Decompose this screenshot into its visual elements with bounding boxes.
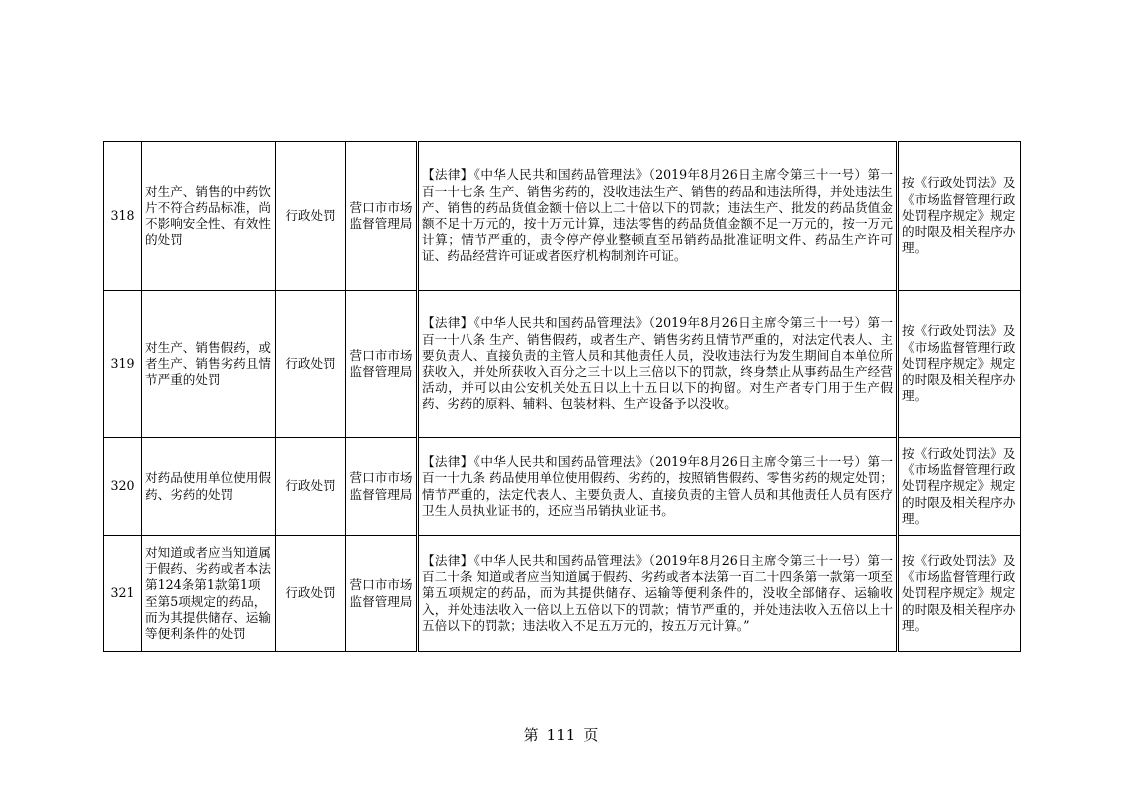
table-row [104,536,1021,652]
item-name: 对知道或者应当知道属于假药、劣药或者本法第124条第1款第1项至第5项规定的药品，而为其提供储存、运输等便利条件的处罚 [142,536,276,652]
implementing-dept: 营口市市场监督管理局 [346,438,418,536]
item-name: 对生产、销售的中药饮片不符合药品标准，尚不影响安全性、有效性的处罚 [142,142,276,291]
page-suffix: 页 [583,726,599,744]
page-prefix: 第 [523,726,539,744]
implementing-dept: 营口市市场监督管理局 [346,291,418,438]
procedure: 按《行政处罚法》及《市场监督管理行政处罚程序规定》规定的时限及相关程序办理。 [898,291,1021,438]
legal-basis: 【法律】《中华人民共和国药品管理法》（2019年8月26日主席令第三十一号）第一百一十九条 药品使用单位使用假药、劣药的，按照销售假药、零售劣药的规定处罚；情节严重的，法定代表人、主要负责人、直接负责的主管人员和其他责任人员有医疗卫生人员执业证书的，还应当吊销执业证书。 [418,438,898,536]
table-row [104,142,1021,291]
row-number: 320 [104,438,142,536]
item-type: 行政处罚 [276,291,346,438]
item-name: 对生产、销售假药，或者生产、销售劣药且情节严重的处罚 [142,291,276,438]
row-number: 321 [104,536,142,652]
table-row [104,438,1021,536]
penalty-table [103,141,1021,652]
legal-basis: 【法律】《中华人民共和国药品管理法》（2019年8月26日主席令第三十一号）第一百一十八条 生产、销售假药，或者生产、销售劣药且情节严重的，对法定代表人、主要负责人、直接负责的主管人员和其他责任人员，没收违法行为发生期间自本单位所获收入，并处所获收入百分之三十以上三倍以下的罚款，终身禁止从事药品生产经营活动，并可以由公安机关处五日以上十五日以下的拘留。对生产者专门用于生产假药、劣药的原料、辅料、包装材料、生产设备予以没收。 [418,291,898,438]
procedure: 按《行政处罚法》及《市场监督管理行政处罚程序规定》规定的时限及相关程序办理。 [898,536,1021,652]
item-type: 行政处罚 [276,536,346,652]
procedure: 按《行政处罚法》及《市场监督管理行政处罚程序规定》规定的时限及相关程序办理。 [898,142,1021,291]
item-name: 对药品使用单位使用假药、劣药的处罚 [142,438,276,536]
implementing-dept: 营口市市场监督管理局 [346,536,418,652]
item-type: 行政处罚 [276,142,346,291]
legal-basis: 【法律】《中华人民共和国药品管理法》（2019年8月26日主席令第三十一号）第一百一十七条 生产、销售劣药的，没收违法生产、销售的药品和违法所得，并处违法生产、销售的药品货值金额十倍以上二十倍以下的罚款；违法生产、批发的药品货值金额不足十万元的，按十万元计算，违法零售的药品货值金额不足一万元的，按一万元计算；情节严重的，责令停产停业整顿直至吊销药品批准证明文件、药品生产许可证、药品经营许可证或者医疗机构制剂许可证。 [418,142,898,291]
item-type: 行政处罚 [276,438,346,536]
procedure: 按《行政处罚法》及《市场监督管理行政处罚程序规定》规定的时限及相关程序办理。 [898,438,1021,536]
implementing-dept: 营口市市场监督管理局 [346,142,418,291]
row-number: 318 [104,142,142,291]
row-number: 319 [104,291,142,438]
legal-basis: 【法律】《中华人民共和国药品管理法》（2019年8月26日主席令第三十一号）第一百二十条 知道或者应当知道属于假药、劣药或者本法第一百二十四条第一款第一项至第五项规定的药品，而为其提供储存、运输等便利条件的，没收全部储存、运输收入，并处违法收入一倍以上五倍以下的罚款；情节严重的，并处违法收入五倍以上十五倍以下的罚款；违法收入不足五万元的，按五万元计算。” [418,536,898,652]
table-row [104,291,1021,438]
page-footer [0,724,1122,745]
page-number: 111 [546,726,576,744]
